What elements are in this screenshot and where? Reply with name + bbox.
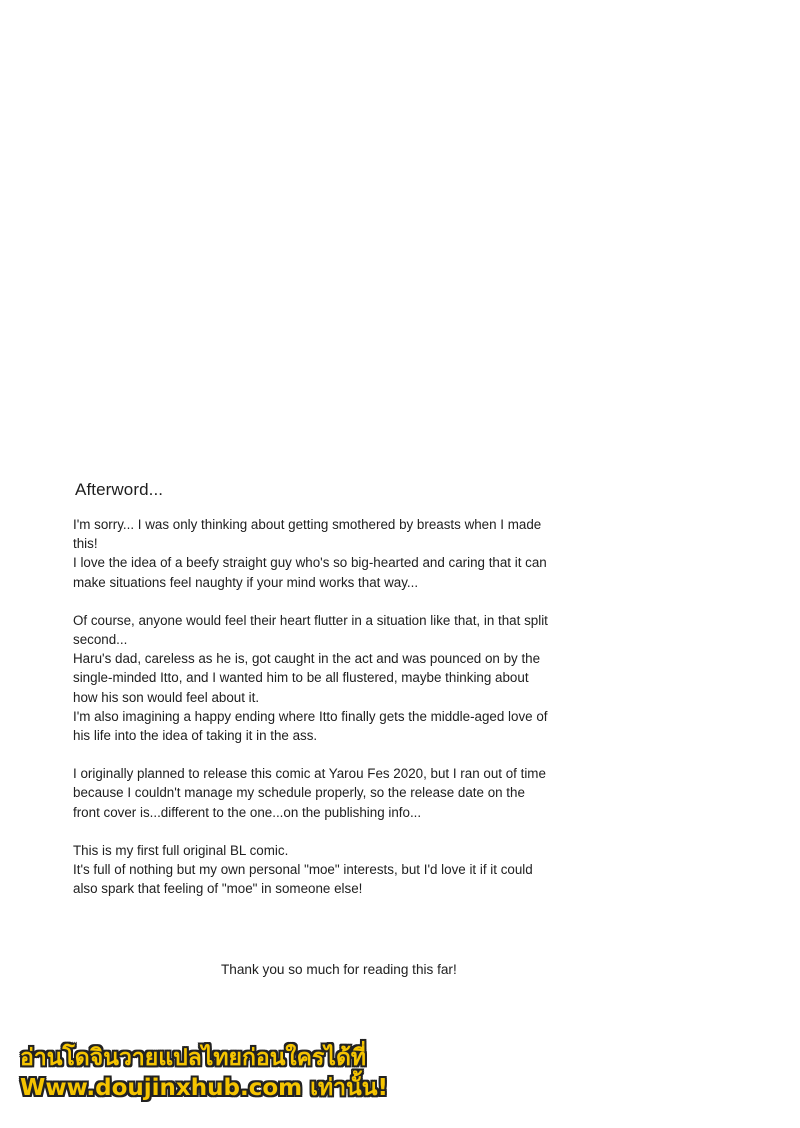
text-line: It's full of nothing but my own personal "moe" interests, but I'd love it if it could [73,862,533,878]
text-line: this! [73,536,98,552]
text-line: second... [73,632,128,648]
text-line: I originally planned to release this comic at Yarou Fes 2020, but I ran out of time [73,766,546,782]
text-line: This is my first full original BL comic. [73,842,289,858]
text-line: I'm also imagining a happy ending where Itto finally gets the middle-aged love of [73,708,548,724]
text-line: I'm sorry... I was only thinking about getting smothered by breasts when I made [73,517,542,532]
text-line: because I couldn't manage my schedule properly, so the release date on the [73,785,525,801]
text-line: how his son would feel about it. [73,689,260,705]
watermark-line-2: Www.doujinxhub.com เท่านั้น! [20,1075,388,1101]
text-line: Of course, anyone would feel their heart flutter in a situation like that, in that split [73,612,548,628]
text-line: I love the idea of a beefy straight guy who's so big-hearted and caring that it can [73,555,547,571]
afterword-body [73,515,653,898]
paragraph-3 [73,764,653,822]
text-line: make situations feel naughty if your mind works that way... [73,574,419,590]
text-line: his life into the idea of taking it in the ass. [73,728,318,744]
watermark-line-1: อ่านโดจินวายแปลไทยก่อนใครได้ที่ [20,1045,367,1071]
site-watermark [20,1043,388,1103]
afterword-heading: Afterword... [75,480,164,499]
text-line: also spark that feeling of "moe" in someone else! [73,881,363,897]
paragraph-1 [73,515,653,592]
text-line: single-minded Itto, and I wanted him to be all flustered, maybe thinking about [73,670,529,686]
paragraph-4 [73,841,653,899]
text-line: Haru's dad, careless as he is, got caught in the act and was pounced on by the [73,651,541,667]
paragraph-2 [73,611,653,745]
thanks-line: Thank you so much for reading this far! [221,962,457,977]
text-line: front cover is...different to the one...on the publishing info... [73,804,422,820]
